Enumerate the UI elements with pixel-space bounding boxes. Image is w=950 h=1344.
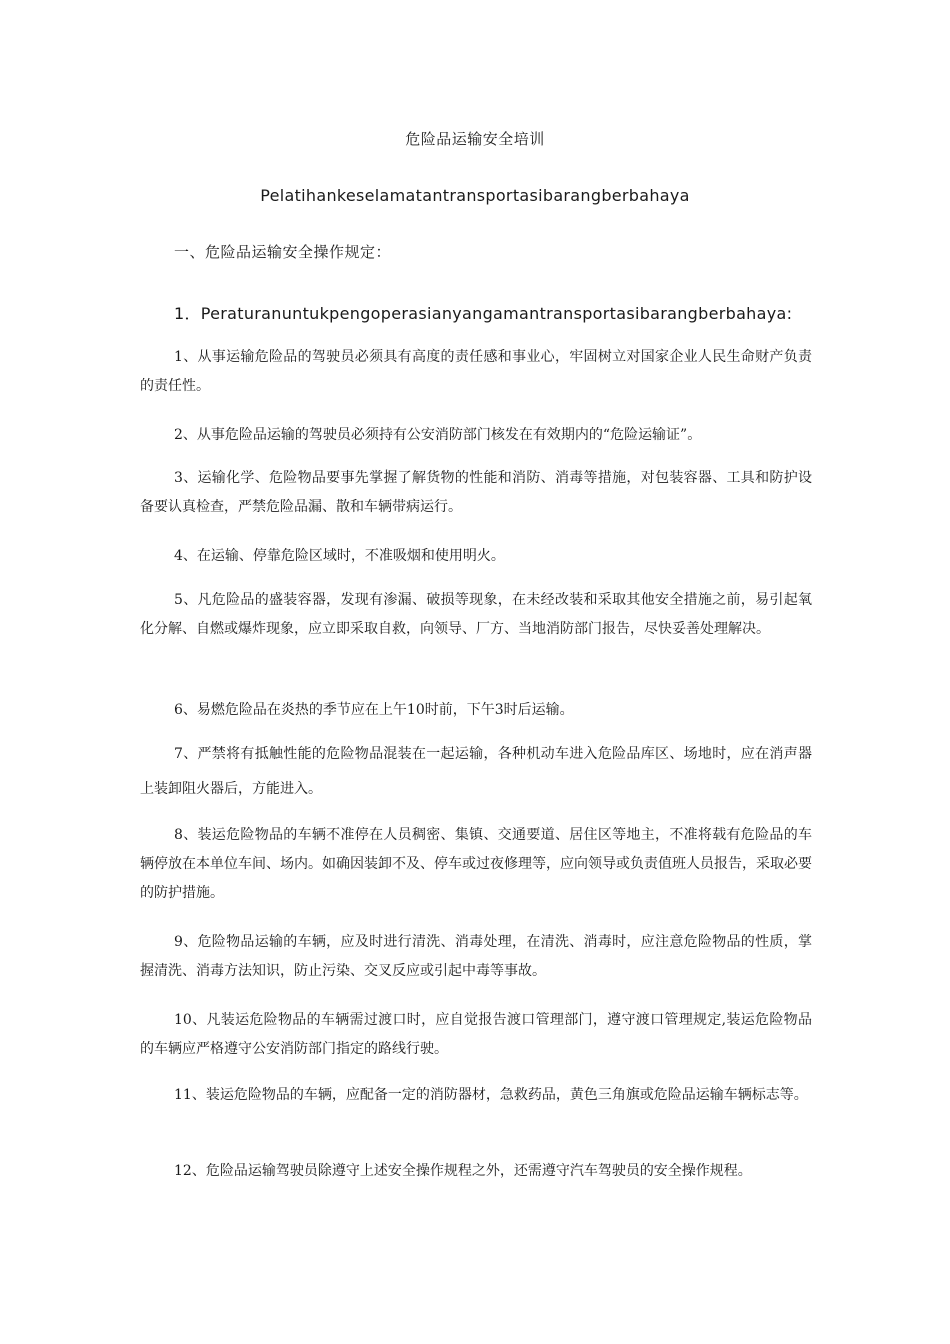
paragraph-1: 1、从事运输危险品的驾驶员必须具有高度的责任感和事业心，牢固树立对国家企业人民生命财产负责的责任性。	[140, 349, 812, 394]
paragraph-5: 5、凡危险品的盛装容器，发现有渗漏、破损等现象，在未经改装和采取其他安全措施之前，易引起氧化分解、自燃或爆炸现象，应立即采取自救，向领导、厂方、当地消防部门报告，尽快妥善处理解决。	[140, 592, 812, 637]
section-heading: 一、危险品运输安全操作规定：	[174, 243, 392, 261]
paragraph-4: 4、在运输、停靠危险区域时，不准吸烟和使用明火。	[174, 548, 505, 564]
paragraph-6: 6、易燃危险品在炎热的季节应在上午10时前，下午3时后运输。	[174, 702, 574, 718]
document-title: 危险品运输安全培训	[405, 130, 545, 148]
paragraph-9: 9、危险物品运输的车辆，应及时进行清洗、消毒处理，在清洗、消毒时，应注意危险物品的性质，掌握清洗、消毒方法知识，防止污染、交叉反应或引起中毒等事故。	[140, 934, 812, 979]
paragraph-2: 2、从事危险品运输的驾驶员必须持有公安消防部门核发在有效期内的“危险运输证”。	[174, 427, 702, 443]
subsection-heading: 1．Peraturanuntukpengoperasianyangamantransportasibarangberbahaya:	[174, 304, 793, 323]
paragraph-10: 10、凡装运危险物品的车辆需过渡口时，应自觉报告渡口管理部门，遵守渡口管理规定,装运危险物品的车辆应严格遵守公安消防部门指定的路线行驶。	[140, 1012, 812, 1057]
paragraph-11: 11、装运危险物品的车辆，应配备一定的消防器材，急救药品，黄色三角旗或危险品运输车辆标志等。	[174, 1087, 808, 1103]
document-subtitle: Pelatihankeselamatantransportasibarangberbahaya	[260, 186, 690, 205]
paragraph-8: 8、装运危险物品的车辆不准停在人员稠密、集镇、交通要道、居住区等地主，不准将载有危险品的车辆停放在本单位车间、场内。如确因装卸不及、停车或过夜修理等，应向领导或负责值班人员报告，采取必要的防护措施。	[140, 827, 812, 901]
paragraph-3: 3、运输化学、危险物品要事先掌握了解货物的性能和消防、消毒等措施，对包装容器、工具和防护设备要认真检查，严禁危险品漏、散和车辆带病运行。	[140, 470, 812, 515]
paragraph-12: 12、危险品运输驾驶员除遵守上述安全操作规程之外，还需遵守汽车驾驶员的安全操作规程。	[174, 1163, 752, 1179]
paragraph-7: 7、严禁将有抵触性能的危险物品混装在一起运输，各种机动车进入危险品库区、场地时，应在消声器上装卸阻火器后，方能进入。	[140, 746, 812, 797]
